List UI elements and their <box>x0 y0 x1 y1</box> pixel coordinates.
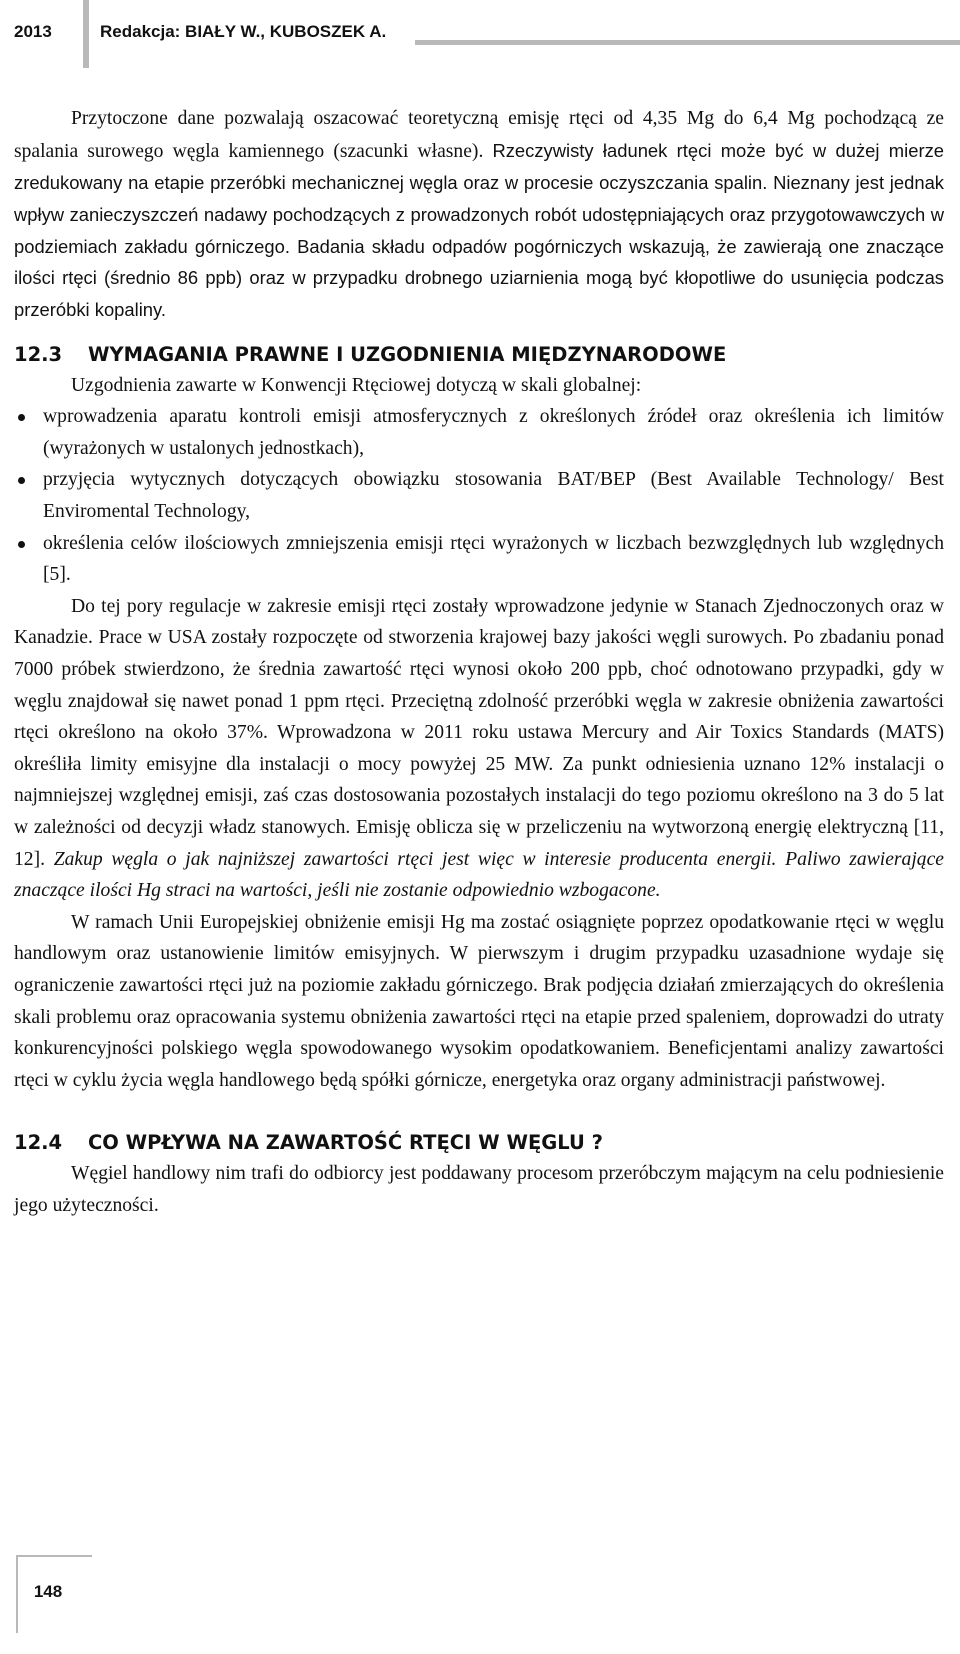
section-12-4-paragraph: Węgiel handlowy nim trafi do odbiorcy jest poddawany procesom przeróbczym mającym na celu podniesienie jego użyteczności. <box>14 1163 944 1216</box>
list-item-text: przyjęcia wytycznych dotyczących obowiązku stosowania BAT/BEP (Best Available Technology/ Best Enviromental Technology, <box>43 469 944 523</box>
section-12-4-heading <box>14 1127 944 1158</box>
header-rule <box>415 40 960 45</box>
regulations-text: Do tej pory regulacje w zakresie emisji rtęci zostały wprowadzone jedynie w Stanach Zjednoczonych oraz w Kanadzie. Prace w USA zostały rozpoczęte od stworzenia krajowej bazy jakości węgli surowych. Po zbadaniu ponad 7000 próbek stwierdzono, że średnia zawartość rtęci wynosi około 200 ppb, choć odnotowano przypadki, gdy w węglu znajdował się nawet ponad 1 ppm rtęci. Przeciętną zdolność przeróbki węgla w zakresie obniżenia zawartości rtęci określono na około 37%. Wprowadzona w 2011 roku ustawa Mercury and Air Toxics Standards (MATS) określiła limity emisyjne dla instalacji o mocy powyżej 25 MW. Za punkt odniesienia uznano 12% instalacji o najmniejszej względnej emisji, zaś czas dostosowania pozostałych instalacji do tego poziomu określono na 3 do 5 lat w zależności od decyzji władz stanowych. Emisję oblicza się w przeliczeniu na wytworzoną energię elektryczną [11, 12]. <box>14 595 944 870</box>
intro-paragraph <box>14 102 944 326</box>
intro-sans-text: Rzeczywisty ładunek rtęci może być w dużej mierze zredukowany na etapie przeróbki mechanicznej węgla oraz w procesie oczyszczania spalin. Nieznany jest jednak wpływ zanieczyszczeń nadawy pochodzących z prowadzonych robót udostępniających oraz przygotowawczych w podziemiach zakładu górniczego. Badania składu odpadów pogórniczych wskazują, że zawierają one znaczące ilości rtęci (średnio 86 ppb) oraz w przypadku drobnego uziarnienia mogą być kłopotliwe do usunięcia podczas przeróbki kopaliny. <box>14 139 944 320</box>
convention-list <box>14 401 944 591</box>
header-year: 2013 <box>14 22 52 41</box>
section-12-3-lead: Uzgodnienia zawarte w Konwencji Rtęciowej dotyczą w skali globalnej: <box>71 374 642 396</box>
bullet-icon <box>18 541 25 548</box>
list-item <box>14 401 944 464</box>
section-12-3-heading <box>14 339 944 370</box>
eu-paragraph: W ramach Unii Europejskiej obniżenie emisji Hg ma zostać osiągnięte poprzez opodatkowanie rtęci w węglu handlowym oraz ustanowienie limitów emisyjnych. W pierwszym i drugim przypadku uzasadnione wydaje się ograniczenie zawartości rtęci już na poziomie zakładu górniczego. Brak podjęcia działań zmierzających do określenia skali problemu oraz opracowania systemu obniżenia zawartości rtęci na etapie przed spaleniem, doprowadzi do utraty konkurencyjności polskiego węgla spowodowanego wysokim opodatkowaniem. Beneficjentami analizy zawartości rtęci w cyklu życia węgla handlowego będą spółki górnicze, energetyka oraz organy administracji państwowej. <box>14 911 944 1091</box>
list-item-text: wprowadzenia aparatu kontroli emisji atmosferycznych z określonych źródeł oraz określenia ich limitów (wyrażonych w ustalonych jednostkach), <box>43 406 944 459</box>
bullet-icon <box>18 414 25 421</box>
section-12-3-number: 12.3 <box>14 342 63 366</box>
section-12-3-title: WYMAGANIA PRAWNE I UZGODNIENIA MIĘDZYNARODOWE <box>88 342 727 366</box>
section-12-4-number: 12.4 <box>14 1131 63 1155</box>
page-content <box>14 102 944 1222</box>
section-12-4-title: CO WPŁYWA NA ZAWARTOŚĆ RTĘCI W WĘGLU ? <box>88 1131 603 1155</box>
intro-serif-text: Przytoczone dane pozwalają oszacować teoretyczną emisję rtęci od 4,35 Mg do 6,4 Mg pochodzącą ze spalania surowego węgla kamiennego (szacunki własne). <box>14 108 944 162</box>
regulations-italic-text: Zakup węgla o jak najniższej zawartości rtęci jest więc w interesie producenta energii. Paliwo zawierające znaczące ilości Hg straci na wartości, jeśli nie zostanie odpowiednio wzbogacone. <box>14 848 944 902</box>
list-item <box>14 464 944 527</box>
list-item <box>14 528 944 591</box>
page-header <box>0 0 960 68</box>
bullet-icon <box>18 477 25 484</box>
page-number: 148 <box>33 1582 63 1601</box>
header-divider-vertical <box>83 0 89 68</box>
regulations-paragraph <box>14 591 944 907</box>
header-editors: Redakcja: BIAŁY W., KUBOSZEK A. <box>100 22 387 41</box>
list-item-text: określenia celów ilościowych zmniejszenia emisji rtęci wyrażonych w liczbach bezwzględnych lub względnych [5]. <box>43 532 944 586</box>
